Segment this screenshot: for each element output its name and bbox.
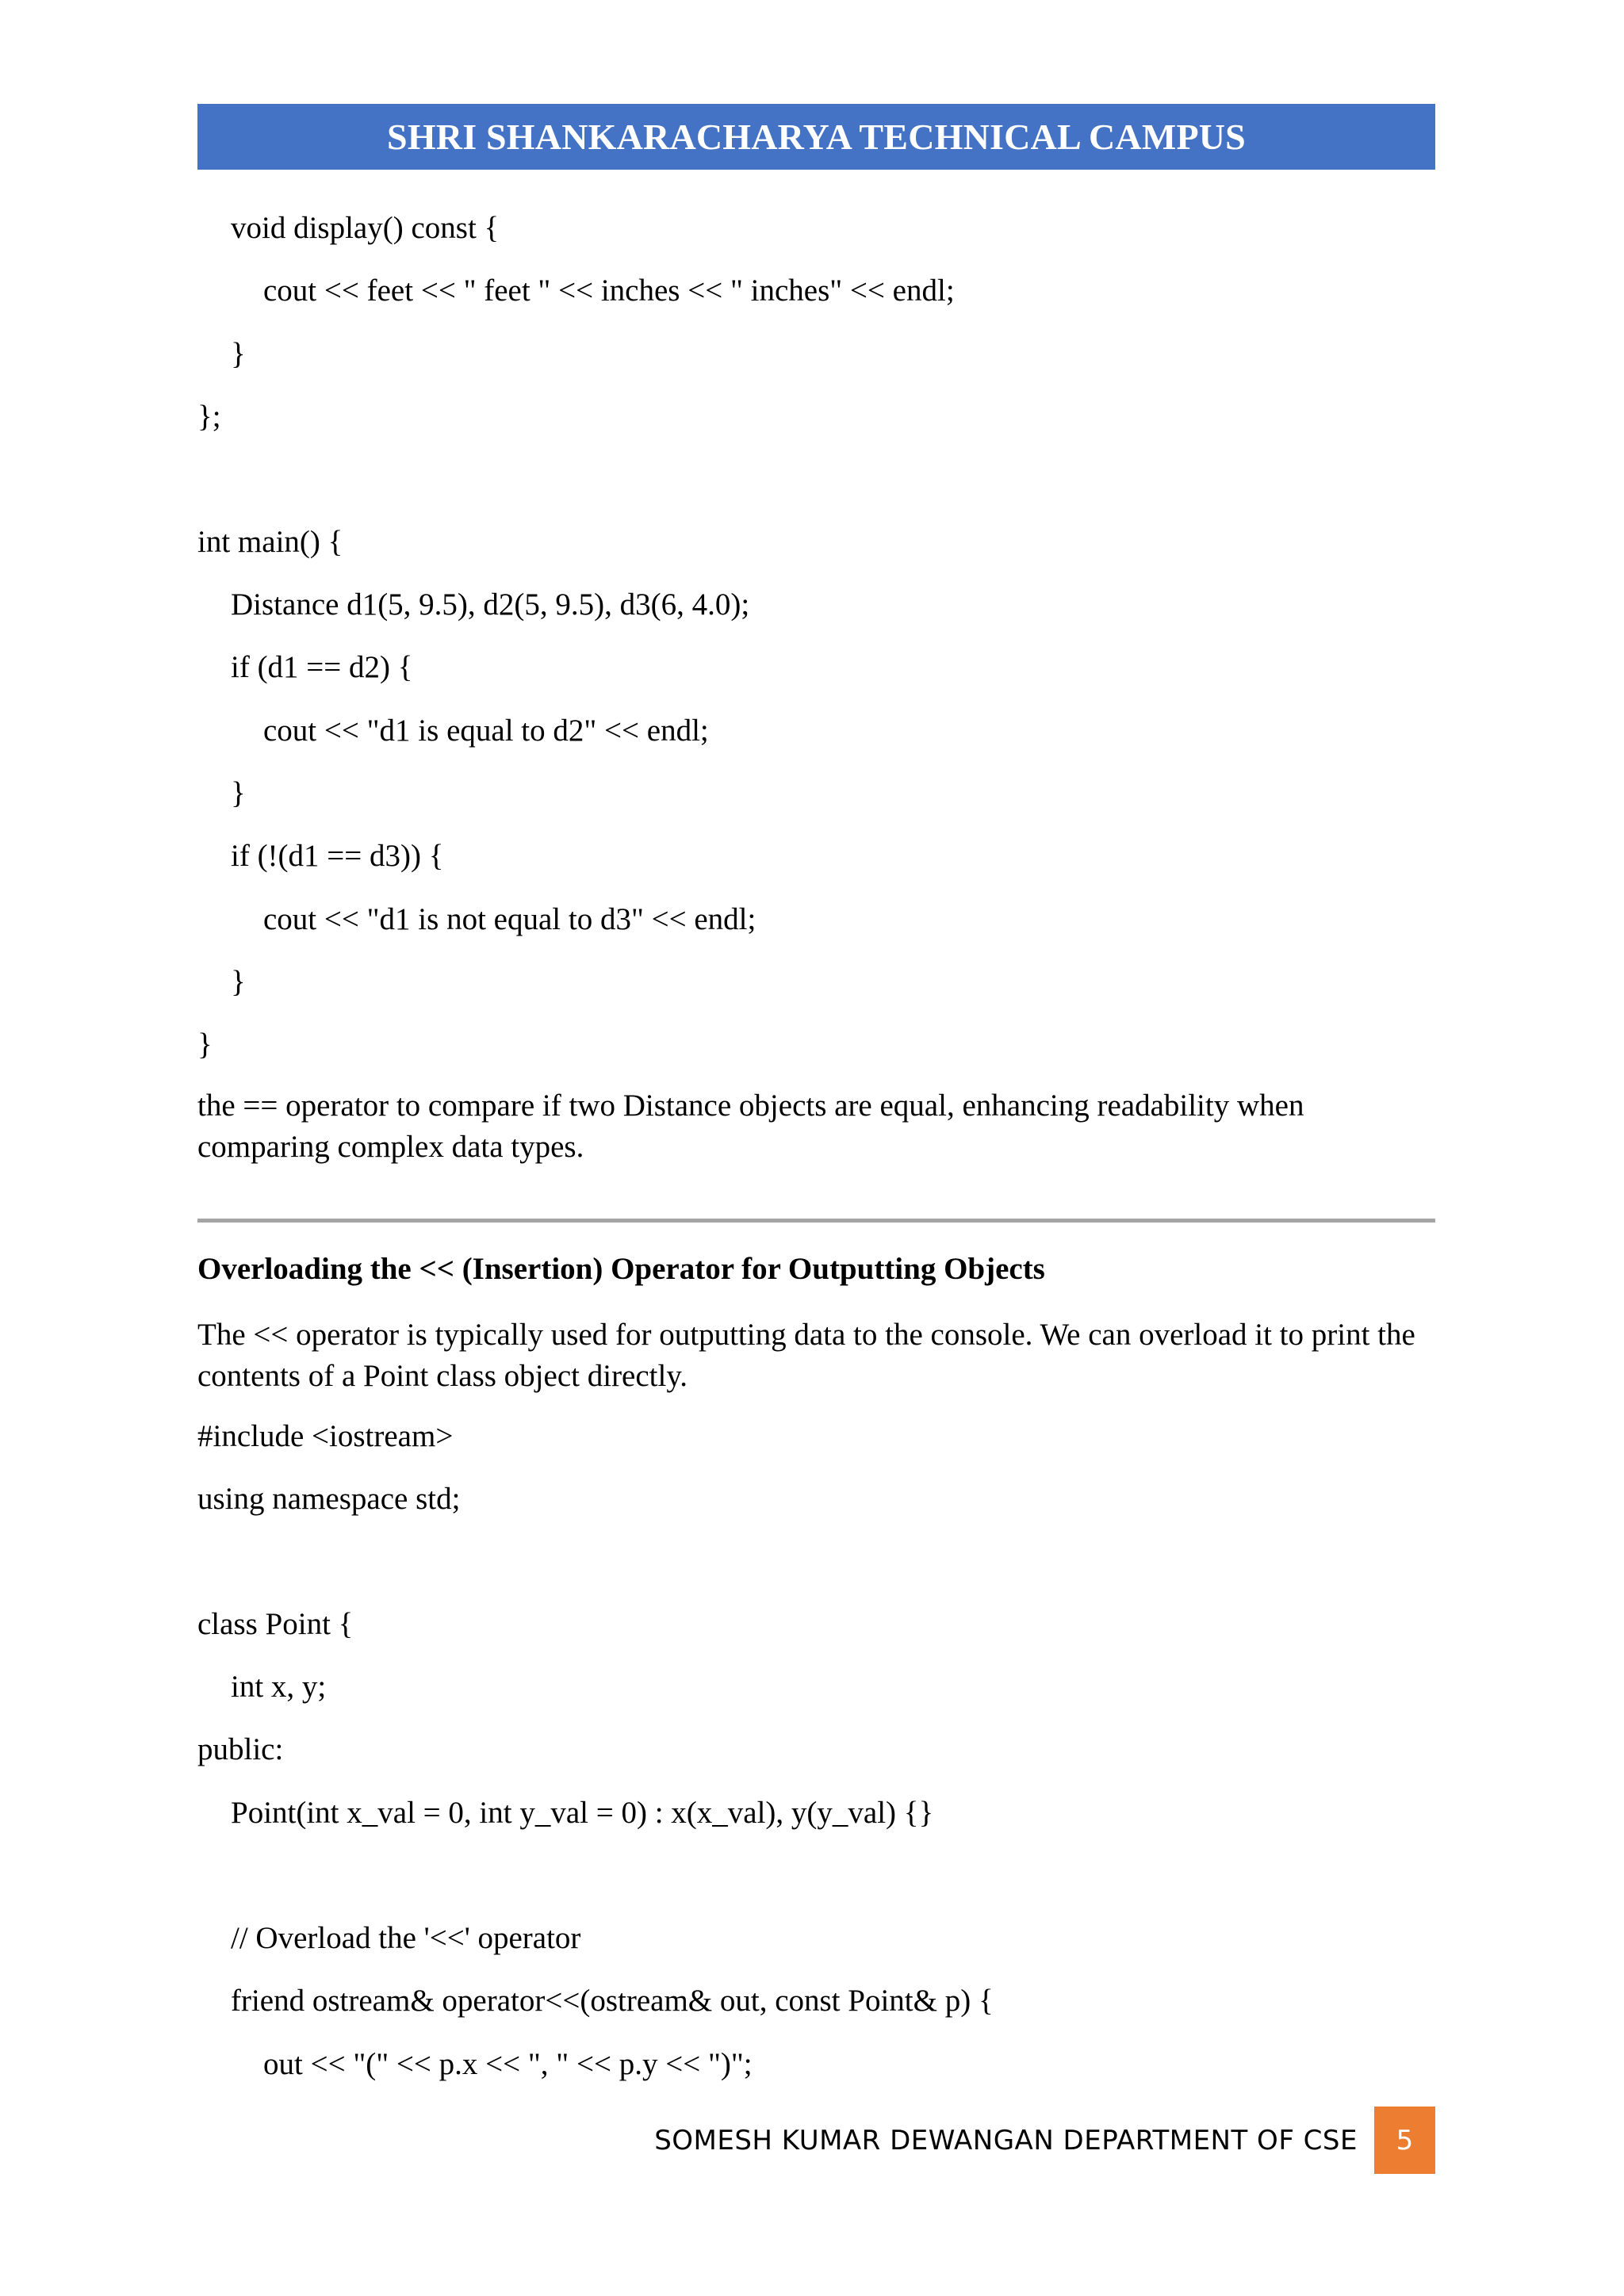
code-line: cout << "d1 is not equal to d3" << endl; [263, 902, 756, 936]
section-divider [197, 1219, 1435, 1223]
code-line: } [231, 776, 246, 810]
code-line: if (!(d1 == d3)) { [231, 839, 444, 873]
code-line: class Point { [197, 1607, 354, 1641]
code-line: } [231, 337, 246, 371]
section-heading: Overloading the << (Insertion) Operator for Outputting Objects [197, 1252, 1045, 1286]
code-line: cout << "d1 is equal to d2" << endl; [263, 714, 709, 748]
code-line: int x, y; [231, 1670, 327, 1704]
code-line: if (d1 == d2) { [231, 650, 413, 684]
code-line: #include <iostream> [197, 1419, 454, 1453]
code-line: Distance d1(5, 9.5), d2(5, 9.5), d3(6, 4.0); [231, 587, 750, 622]
code-line: cout << feet << " feet " << inches << " inches" << endl; [263, 274, 955, 308]
explanation-paragraph: the == operator to compare if two Distance objects are equal, enhancing readability when comparing complex data types. [197, 1089, 1304, 1164]
code-line: friend ostream& operator<<(ostream& out, const Point& p) { [231, 1984, 994, 2018]
code-line: int main() { [197, 525, 343, 559]
intro-paragraph: The << operator is typically used for outputting data to the console. We can overload it to print the contents of a Point class object directly. [197, 1318, 1415, 1393]
code-line: public: [197, 1732, 284, 1766]
code-line: }; [197, 400, 221, 434]
header-title: SHRI SHANKARACHARYA TECHNICAL CAMPUS [387, 117, 1246, 157]
code-line: using namespace std; [197, 1482, 461, 1516]
code-line: out << "(" << p.x << ", " << p.y << ")"; [263, 2047, 753, 2081]
page-number: 5 [1396, 2124, 1414, 2156]
code-line: Point(int x_val = 0, int y_val = 0) : x(x_val), y(y_val) {} [231, 1796, 934, 1830]
code-line: } [197, 1027, 213, 1062]
code-line: } [231, 965, 246, 999]
code-line: // Overload the '<<' operator [231, 1921, 581, 1955]
header-banner [197, 104, 1435, 170]
footer-author: SOMESH KUMAR DEWANGAN DEPARTMENT OF CSE [654, 2125, 1358, 2156]
code-line: void display() const { [231, 211, 500, 245]
page-number-badge [1374, 2107, 1435, 2174]
